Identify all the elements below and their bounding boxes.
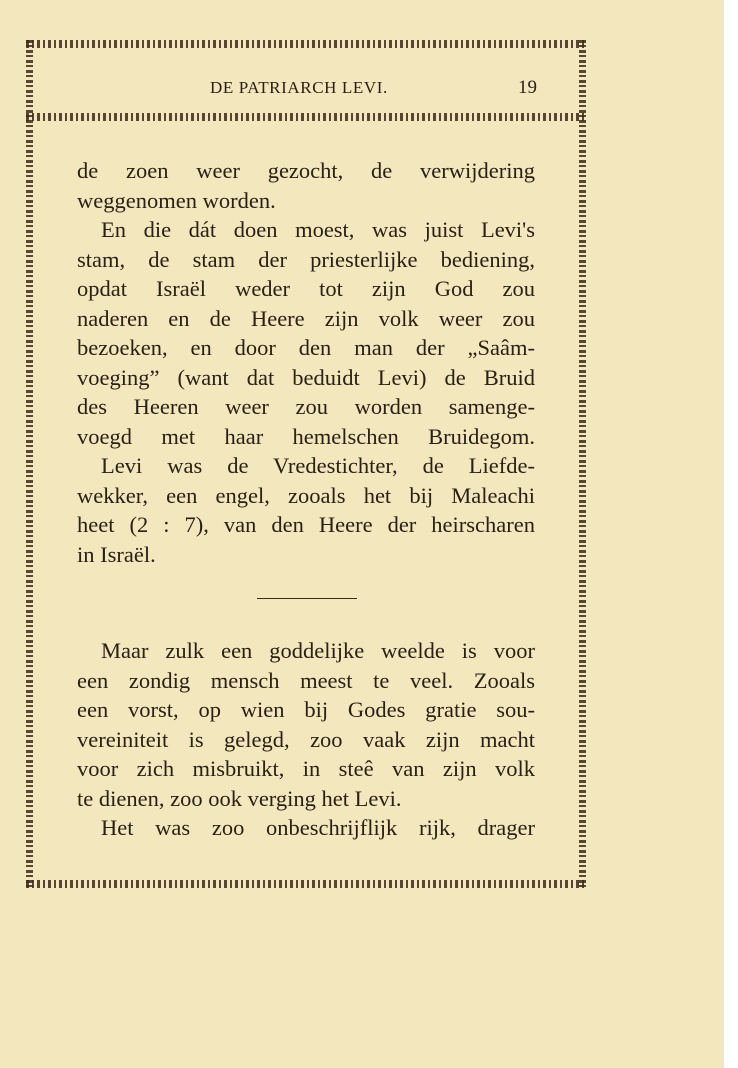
border-bottom-ornament bbox=[26, 880, 586, 888]
text-line: vereiniteit is gelegd, zoo vaak zijn macht bbox=[77, 726, 535, 752]
page-number: 19 bbox=[518, 77, 537, 98]
text-line: in Israël. bbox=[77, 541, 156, 567]
text-line: Levi was de Vredestichter, de Liefde- bbox=[101, 453, 535, 478]
text-line: voegd met haar hemelschen Bruidegom. bbox=[77, 423, 535, 449]
text-line: heet (2 : 7), van den Heere der heirscharen bbox=[77, 512, 535, 537]
text-line: een vorst, op wien bij Godes gratie sou- bbox=[77, 697, 535, 722]
text-line: wekker, een engel, zooals het bij Maleachi bbox=[77, 482, 535, 508]
text-line: stam, de stam der priesterlijke bediening, bbox=[77, 246, 535, 272]
text-line: te dienen, zoo ook verging het Levi. bbox=[77, 785, 402, 811]
text-line: voeging” (want dat beduidt Levi) de Bruid bbox=[77, 364, 535, 390]
border-right-ornament bbox=[579, 40, 586, 888]
text-line: bezoeken, en door den man der „Saâm- bbox=[77, 335, 535, 360]
text-line: Het was zoo onbeschrijflijk rijk, drager bbox=[101, 815, 535, 840]
text-line: des Heeren weer zou worden samenge- bbox=[77, 394, 535, 419]
section-divider bbox=[257, 598, 357, 599]
border-left-ornament bbox=[26, 40, 33, 888]
border-top-ornament bbox=[26, 40, 586, 48]
text-line: opdat Israël weder tot zijn God zou bbox=[77, 276, 535, 301]
text-block-1 bbox=[77, 156, 535, 569]
running-title: DE PATRIARCH LEVI. bbox=[210, 78, 388, 97]
text-line: een zondig mensch meest te veel. Zooals bbox=[77, 667, 535, 693]
text-line: Maar zulk een goddelijke weelde is voor bbox=[101, 638, 535, 663]
text-line: naderen en de Heere zijn volk weer zou bbox=[77, 305, 535, 331]
text-line: weggenomen worden. bbox=[77, 187, 276, 213]
text-line: voor zich misbruikt, in steê van zijn volk bbox=[77, 756, 535, 781]
text-line: En die dát doen moest, was juist Levi's bbox=[101, 217, 535, 242]
running-header bbox=[75, 74, 545, 104]
text-block-2 bbox=[77, 636, 535, 843]
border-header-divider-ornament bbox=[26, 113, 586, 121]
text-line: de zoen weer gezocht, de verwijdering bbox=[77, 158, 535, 183]
